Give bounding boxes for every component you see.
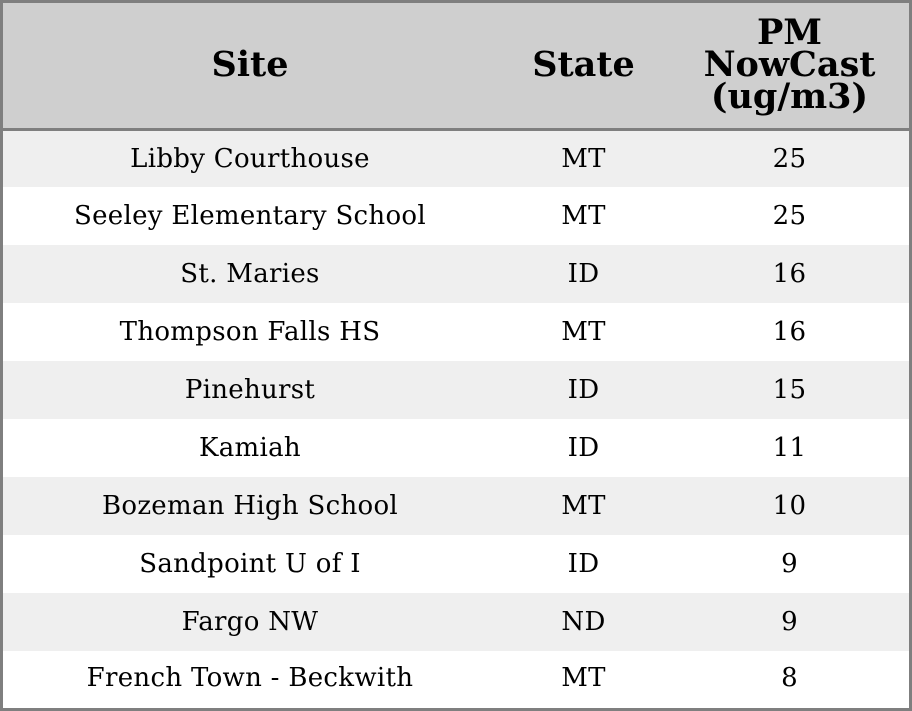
state-cell: MT <box>561 201 606 231</box>
pm-value-cell: 10 <box>772 491 807 521</box>
table-row <box>3 477 909 535</box>
site-cell: French Town - Beckwith <box>86 663 414 693</box>
table-row <box>3 535 909 593</box>
table-body <box>3 129 909 705</box>
pm-value-cell: 9 <box>781 607 798 637</box>
state-cell: MT <box>561 143 606 174</box>
site-cell: Libby Courthouse <box>130 143 370 174</box>
pm-value-cell: 15 <box>772 375 807 405</box>
state-cell: MT <box>561 317 606 347</box>
site-cell: Seeley Elementary School <box>74 201 426 231</box>
table-row <box>3 245 909 303</box>
state-cell: ID <box>567 433 600 463</box>
site-cell: Bozeman High School <box>101 491 399 521</box>
state-cell: ID <box>567 549 600 579</box>
pm-value-cell: 11 <box>772 433 807 463</box>
site-cell: Thompson Falls HS <box>119 317 381 347</box>
column-header-pm-nowcast <box>670 3 909 129</box>
header-row <box>3 3 909 129</box>
column-header-state: State <box>497 3 670 129</box>
state-cell: ND <box>561 607 606 637</box>
table-row <box>3 593 909 651</box>
site-cell: Sandpoint U of I <box>139 549 361 579</box>
table-row <box>3 419 909 477</box>
pm-value-cell: 8 <box>781 663 798 693</box>
state-cell: ID <box>567 375 600 405</box>
site-cell: Fargo NW <box>181 607 319 637</box>
pm-value-cell: 9 <box>781 549 798 579</box>
table-header <box>3 3 909 129</box>
pm-header-line-1: PM <box>756 12 823 54</box>
state-cell: MT <box>561 491 606 521</box>
state-cell: MT <box>561 663 606 693</box>
table-row <box>3 651 909 705</box>
pm-value-cell: 16 <box>772 317 807 347</box>
pm-value-cell: 16 <box>772 259 807 289</box>
site-cell: Kamiah <box>199 433 301 463</box>
pm-value-cell: 25 <box>772 143 807 174</box>
air-quality-table <box>3 3 909 705</box>
table-row <box>3 187 909 245</box>
site-cell: Pinehurst <box>184 375 316 405</box>
column-header-site: Site <box>3 3 497 129</box>
table-row <box>3 303 909 361</box>
pm-header-line-2: NowCast <box>703 44 876 86</box>
state-cell: ID <box>567 259 600 289</box>
table-row <box>3 361 909 419</box>
pm-value-cell: 25 <box>772 201 807 231</box>
table-row <box>3 129 909 187</box>
pm-header-line-3: (ug/m3) <box>710 76 869 118</box>
site-cell: St. Maries <box>180 259 320 289</box>
